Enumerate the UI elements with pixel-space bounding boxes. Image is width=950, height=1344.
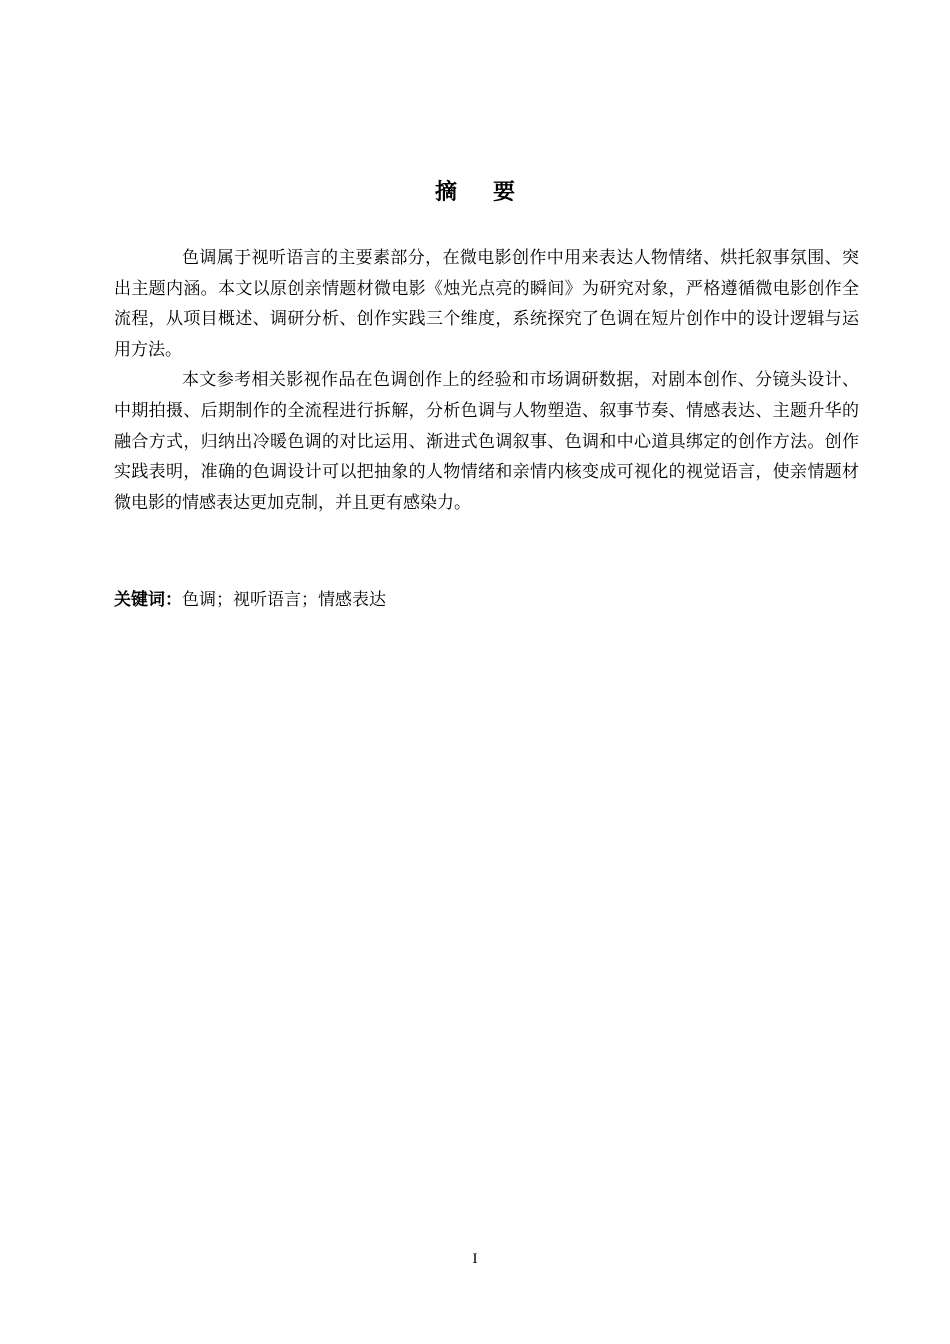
- page-number: I: [472, 1251, 478, 1267]
- keywords-label: 关键词：: [114, 590, 182, 610]
- keywords-text: 色调；视听语言；情感表达: [182, 590, 386, 610]
- abstract-paragraph-1: 色调属于视听语言的主要素部分，在微电影创作中用来表达人物情绪、烘托叙事氛围、突出主题内涵。本文以原创亲情题材微电影《烛光点亮的瞬间》为研究对象，严格遵循微电影创作全流程，从项目概述、调研分析、创作实践三个维度，系统探究了色调在短片创作中的设计逻辑与运用方法。: [114, 248, 859, 360]
- abstract-paragraph-2: 本文参考相关影视作品在色调创作上的经验和市场调研数据，对剧本创作、分镜头设计、中期拍摄、后期制作的全流程进行拆解，分析色调与人物塑造、叙事节奏、情感表达、主题升华的融合方式，归纳出冷暖色调的对比运用、渐进式色调叙事、色调和中心道具绑定的创作方法。创作实践表明，准确的色调设计可以把抽象的人物情绪和亲情内核变成可视化的视觉语言，使亲情题材微电影的情感表达更加克制，并且更有感染力。: [114, 370, 859, 513]
- abstract-body: [114, 243, 859, 518]
- page-title: 摘要: [434, 180, 551, 205]
- keywords-line: [114, 585, 859, 615]
